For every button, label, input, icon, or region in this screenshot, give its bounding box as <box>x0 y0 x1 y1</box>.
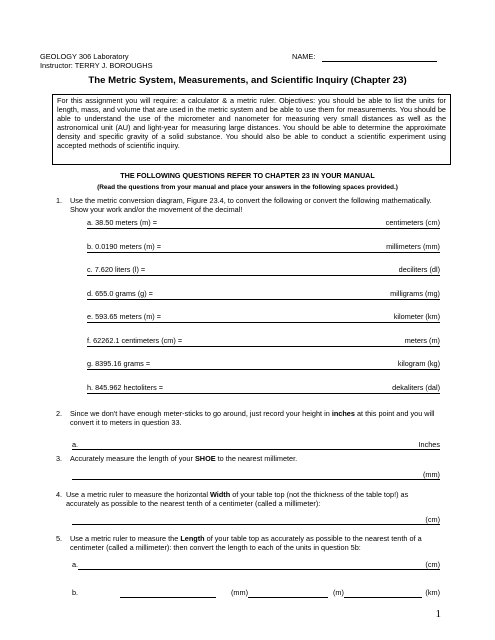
q2-text: Since we don't have enough meter-sticks to go around, just record your height in inches at this point and you will convert it to meters in question 33. <box>70 409 435 427</box>
q1-item-unit: millimeters (mm) <box>386 241 440 251</box>
course-label: GEOLOGY 306 Laboratory <box>40 52 129 61</box>
q5b-mm-line[interactable] <box>120 597 216 598</box>
q2-number: 2. <box>56 409 63 418</box>
q2-item-label: a. <box>72 440 79 449</box>
q1-item-label: f. 62262.1 centimeters (cm) = <box>87 335 183 345</box>
q5b-km-unit: (km) <box>425 588 440 597</box>
q1-item-label: e. 593.65 meters (m) = <box>87 312 162 321</box>
name-line[interactable] <box>322 61 437 62</box>
q3-text: Accurately measure the length of your SHOE to the nearest millimeter. <box>70 454 298 463</box>
q2-answer-line[interactable] <box>72 449 440 450</box>
q1-item-answer-line[interactable] <box>87 252 440 253</box>
q3-unit: (mm) <box>422 470 440 479</box>
q5b-mm-unit: (mm) <box>231 588 249 597</box>
q1-number: 1. <box>56 196 63 205</box>
q1-item-label: c. 7.620 liters (l) = <box>87 265 146 274</box>
q5b-m-line[interactable] <box>248 597 328 598</box>
q5a-unit: (cm) <box>425 560 440 569</box>
q1-item-unit: deciliters (dl) <box>398 265 440 274</box>
q1-item-unit: dekaliters (dal) <box>392 382 440 392</box>
q1-item-answer-line[interactable] <box>87 228 440 229</box>
q1-item-answer-line[interactable] <box>87 369 440 370</box>
q1-item-unit: kilogram (kg) <box>397 359 440 368</box>
q1-item-label: h. 845.962 hectoliters = <box>87 382 164 392</box>
instructor-label: Instructor: TERRY J. BOROUGHS <box>40 61 153 70</box>
q5b-km-line[interactable] <box>344 597 422 598</box>
q3-number: 3. <box>56 454 63 463</box>
q1-item-answer-line[interactable] <box>87 393 440 394</box>
name-label: NAME: <box>292 52 316 61</box>
q1-item-label: d. 655.0 grams (g) = <box>87 288 153 298</box>
q5-text: Use a metric ruler to measure the Length of your table top as accurately as possible to the nearest tenth of a centimeter (called a millimeter): then convert the length to each of the units in question 5b: <box>70 534 422 552</box>
q1-item-label: g. 8395.16 grams = <box>87 359 151 368</box>
q5b-label: b. <box>72 588 79 597</box>
q5a-label: a. <box>72 560 79 569</box>
q4-unit: (cm) <box>425 515 440 524</box>
q1-item-unit: centimeters (cm) <box>385 218 440 227</box>
section-subheading: (Read the questions from your manual and place your answers in the following spaces provided.) <box>97 184 398 191</box>
q4-answer-line[interactable] <box>72 524 440 525</box>
q1-item-label: a. 38.50 meters (m) = <box>87 218 157 227</box>
q4-number: 4. <box>56 490 63 499</box>
q5a-answer-line[interactable] <box>78 569 440 570</box>
page-title: The Metric System, Measurements, and Scientific Inquiry (Chapter 23) <box>88 75 407 86</box>
objectives-text: For this assignment you will require: a calculator & a metric ruler. Objectives: you should be able to list the units for length, mass, and volume that are used in the metric system and be able to use them for measurements. You should be able to understand the use of the micrometer and nanometer for measuring very small distances as well as the astronomical unit (AU) and light-year for measuring large distances. You should be able to determine the approximate density and specific gravity of a solid substance. You should also be able to conduct a scientific experiment using accepted methods of scientific inquiry. <box>57 96 446 150</box>
q2-unit: Inches <box>418 440 440 449</box>
q1-item-label: b. 0.0190 meters (m) = <box>87 241 162 251</box>
objectives-box <box>52 94 451 165</box>
page-number: 1 <box>435 608 441 620</box>
q1-item-answer-line[interactable] <box>87 346 440 347</box>
q1-item-unit: milligrams (mg) <box>390 288 440 298</box>
q1-item-answer-line[interactable] <box>87 322 440 323</box>
q5b-m-unit: (m) <box>333 588 344 597</box>
q3-answer-line[interactable] <box>72 479 440 480</box>
q1-item-answer-line[interactable] <box>87 299 440 300</box>
q1-item-unit: meters (m) <box>404 335 440 345</box>
q1-text: Use the metric conversion diagram, Figure 23.4, to convert the following or convert the following mathematically. Show your work and/or the movement of the decimal! <box>70 196 432 214</box>
q5-number: 5. <box>56 534 63 543</box>
q1-item-unit: kilometer (km) <box>393 312 440 321</box>
q4-text: Use a metric ruler to measure the horizontal Width of your table top (not the thickness of the table top!) as accurately as possible to the nearest tenth of a centimeter (called a millimeter): <box>66 490 409 508</box>
section-heading: THE FOLLOWING QUESTIONS REFER TO CHAPTER 23 IN YOUR MANUAL <box>120 171 375 180</box>
q1-item-answer-line[interactable] <box>87 275 440 276</box>
